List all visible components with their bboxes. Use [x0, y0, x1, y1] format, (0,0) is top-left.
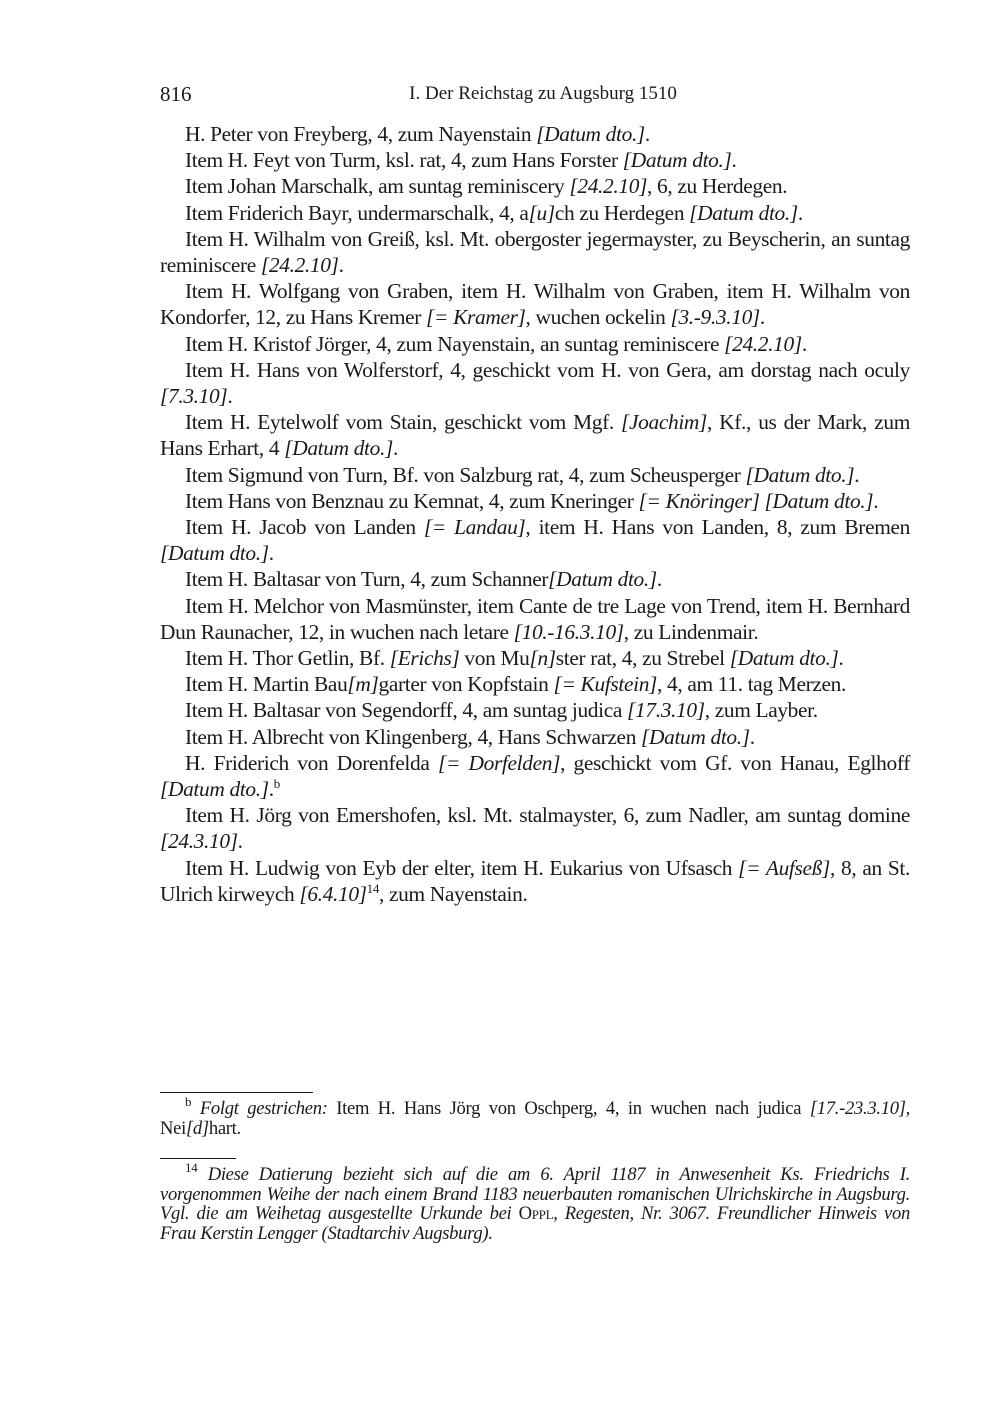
- text-run: ster rat, 4, zu Strebel: [555, 646, 730, 671]
- text-run: , item H. Hans von Landen, 8, zum Bremen: [525, 515, 910, 540]
- running-title: I. Der Reichstag zu Augsburg 1510: [409, 83, 677, 104]
- text-run: Nei: [160, 1117, 186, 1139]
- editorial-italic: [10.-16.3.10]: [513, 619, 624, 644]
- register-entry: [160, 147, 910, 173]
- editorial-italic: [= Kramer]: [426, 305, 526, 330]
- text-run: , zum Nayenstain.: [378, 881, 528, 906]
- text-run: Item H. Feyt von Turm, ksl. rat, 4, zum Hans Forster: [185, 148, 623, 173]
- text-run: hart.: [208, 1117, 241, 1139]
- register-entry: [160, 802, 910, 854]
- register-entry: [160, 855, 910, 907]
- text-run: Item H. Jörg von Emershofen, ksl. Mt. stalmayster, 6, zum Nadler, am suntag domine: [185, 803, 910, 828]
- editorial-italic: [Datum dto.]: [160, 777, 269, 802]
- text-run: .: [644, 122, 650, 146]
- register-entry: [160, 671, 910, 697]
- editorial-italic: [24.3.10]: [160, 829, 238, 854]
- note-marker: 14: [185, 1160, 198, 1175]
- text-run: garter von Kopfstain: [378, 672, 554, 697]
- register-entry: [160, 173, 910, 199]
- text-run: Item H. Hans Jörg von Oschperg, 4, in wuchen nach judica: [327, 1098, 810, 1119]
- text-run: Item H. Martin Bau: [185, 672, 348, 697]
- text-run: Item H. Baltasar von Turn, 4, zum Schanner: [185, 567, 549, 592]
- register-entry: [160, 200, 910, 226]
- register-entry: [160, 331, 910, 357]
- text-run: Item H. Wilhalm von Greiß, ksl. Mt. obergoster jegermayster, zu Beyscherin, an suntag reminiscere: [160, 226, 910, 278]
- editorial-italic: [Datum dto.]: [689, 200, 798, 225]
- text-run: Item H. Thor Getlin, Bf.: [185, 646, 390, 671]
- text-run: Item Johan Marschalk, am suntag reminiscery: [185, 174, 570, 199]
- editorial-italic: [m]: [347, 672, 379, 697]
- text-run: , wuchen ockelin: [525, 305, 671, 330]
- register-entry: [160, 750, 910, 802]
- register-entry: [160, 488, 910, 514]
- editorial-italic: [= Landau]: [423, 515, 526, 540]
- page-number: 816: [160, 82, 192, 106]
- explanatory-notes: [160, 1160, 911, 1244]
- text-run: .: [838, 646, 844, 671]
- register-entry: [160, 724, 910, 750]
- register-entry: [160, 278, 910, 330]
- editorial-italic: Folgt gestrichen:: [199, 1098, 328, 1119]
- register-entry: [160, 409, 910, 461]
- footnote: [160, 1160, 911, 1244]
- text-run: , zum Layber.: [704, 698, 818, 723]
- editorial-italic: [u]: [528, 200, 555, 225]
- text-run: , 6, zu Herdegen.: [647, 174, 788, 199]
- text-run: ch zu Herdegen: [554, 200, 690, 225]
- editorial-italic: [= Knöringer] [Datum dto.]: [638, 488, 874, 513]
- register-entry: [160, 462, 910, 488]
- text-run: .: [749, 724, 755, 749]
- editorial-italic: [Datum dto.]: [284, 436, 393, 461]
- register-entry: [160, 697, 910, 723]
- editorial-italic: [Datum dto.]: [622, 148, 732, 173]
- text-run: Item H. Albrecht von Klingenberg, 4, Hans Schwarzen: [185, 724, 642, 749]
- editorial-italic: [d]: [185, 1117, 209, 1139]
- editorial-italic: [7.3.10]: [160, 384, 228, 409]
- text-run: Item H. Hans von Wolferstorf, 4, geschickt vom H. von Gera, am dorstag nach oculy: [185, 357, 910, 382]
- register-entry: [160, 566, 910, 592]
- register-entry: [160, 645, 910, 671]
- editorial-italic: [Datum dto.]: [729, 646, 839, 671]
- editorial-italic: [= Dorfelden]: [437, 750, 561, 775]
- text-run: , Kf., us der Mark, zum Hans Erhart, 4: [160, 410, 910, 461]
- text-run: .: [227, 384, 233, 409]
- editorial-italic: [Datum dto.]: [641, 724, 750, 749]
- register-entry: [160, 593, 910, 645]
- footnote-separator: [160, 1092, 313, 1093]
- footnote-separator: [160, 1158, 236, 1159]
- text-run: von Mu: [459, 646, 530, 671]
- editorial-italic: [Datum dto.]: [536, 122, 645, 146]
- text-run: .: [759, 305, 765, 330]
- text-run: Item Friderich Bayr, undermarschalk, 4, a: [185, 200, 529, 225]
- page-header: [160, 80, 910, 108]
- editorial-italic: [24.2.10]: [569, 174, 648, 199]
- text-run: .: [338, 253, 344, 278]
- text-run: .: [237, 829, 243, 854]
- note-marker: b: [273, 776, 280, 792]
- text-run: Item Hans von Benznau zu Kemnat, 4, zum Kneringer: [185, 488, 639, 513]
- editorial-italic: [= Aufseß]: [738, 855, 830, 880]
- editorial-italic: [Datum dto.]: [160, 541, 269, 566]
- text-run: Item H. Baltasar von Segendorff, 4, am suntag judica: [185, 698, 628, 723]
- editorial-italic: [Datum dto.]: [745, 462, 855, 487]
- text-run: Item Sigmund von Turn, Bf. von Salzburg rat, 4, zum Scheusperger: [185, 462, 746, 487]
- textual-notes: [160, 1094, 910, 1139]
- editorial-italic: [6.4.10]: [299, 881, 367, 906]
- main-text: [160, 121, 910, 907]
- register-entry: [160, 514, 910, 566]
- text-run: [197, 1164, 207, 1185]
- text-run: Item H. Melchor von Masmünster, item Cante de tre Lage von Trend, item H. Bernhard Dun Raunacher, 12, in wuchen nach letare: [160, 593, 910, 644]
- text-run: .: [854, 462, 860, 487]
- text-run: .: [873, 488, 879, 513]
- author-name: Oppl: [518, 1203, 554, 1224]
- note-marker: b: [185, 1094, 192, 1109]
- text-run: H. Friderich von Dorenfelda: [185, 750, 438, 775]
- text-run: , 4, am 11. tag Merzen.: [657, 672, 846, 697]
- editorial-italic: [24.2.10]: [724, 331, 802, 356]
- footnote: [160, 1094, 910, 1139]
- text-run: .: [801, 331, 807, 356]
- text-run: .: [797, 200, 803, 225]
- text-run: Item H. Jacob von Landen: [185, 515, 424, 540]
- editorial-italic: [17.-23.3.10],: [809, 1098, 910, 1119]
- text-run: , zu Lindenmair.: [623, 619, 759, 644]
- text-run: , 8, an St. Ulrich kirweych: [160, 855, 911, 906]
- editorial-italic: , Regesten, Nr. 3067. Freundlicher Hinweis von Frau Kerstin Lengger (Stadtarchiv Augsburg).: [160, 1203, 911, 1244]
- text-run: .: [268, 777, 274, 802]
- editorial-italic: [17.3.10]: [627, 698, 705, 723]
- editorial-italic: [24.2.10]: [260, 253, 339, 278]
- text-run: Item H. Kristof Jörger, 4, zum Nayenstain, an suntag reminiscere: [185, 331, 725, 356]
- editorial-italic: [Datum dto.]: [548, 567, 657, 592]
- note-marker: 14: [366, 880, 379, 896]
- editorial-italic: [Joachim]: [621, 410, 707, 435]
- text-run: [191, 1098, 200, 1119]
- register-entry: [160, 121, 910, 147]
- editorial-italic: Diese Datierung bezieht sich auf die am 6. April 1187 in Anwesenheit Ks. Friedrichs I. vorgenommen Weihe der nach einem Brand 1183 neuerbauten romanischen Ulrichskirche in Augsburg. Vgl. die am Weihetag ausgestellte Urkunde bei: [160, 1164, 910, 1224]
- text-run: .: [392, 436, 398, 461]
- text-run: Item H. Eytelwolf vom Stain, geschickt vom Mgf.: [185, 410, 622, 435]
- text-run: , geschickt vom Gf. von Hanau, Eglhoff: [560, 750, 910, 775]
- text-run: .: [656, 567, 662, 592]
- text-run: Item H. Wolfgang von Graben, item H. Wilhalm von Graben, item H. Wilhalm von Kondorfer, 12, zu Hans Kremer: [160, 279, 910, 330]
- register-entry: [160, 226, 910, 278]
- editorial-italic: [Erichs]: [389, 646, 460, 671]
- editorial-italic: [= Kufstein]: [553, 672, 658, 697]
- text-run: Item H. Ludwig von Eyb der elter, item H. Eukarius von Ufsasch: [185, 855, 739, 880]
- text-run: .: [268, 541, 274, 566]
- editorial-italic: [n]: [529, 646, 556, 671]
- text-run: H. Peter von Freyberg, 4, zum Nayenstain: [185, 122, 537, 146]
- editorial-italic: [3.-9.3.10]: [670, 305, 760, 330]
- register-entry: [160, 357, 910, 409]
- text-run: .: [731, 148, 737, 173]
